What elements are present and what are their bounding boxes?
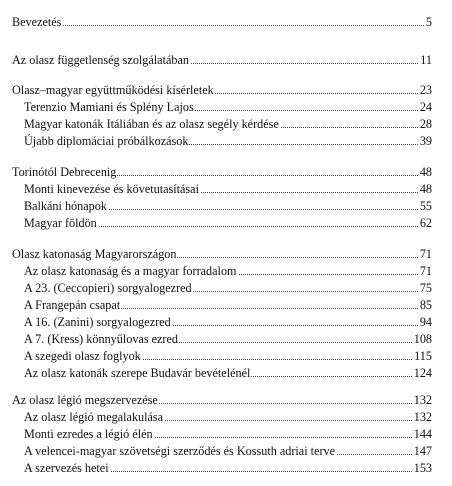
entry-title: A Frangepán csapat bbox=[24, 298, 121, 312]
entry-title: Magyar katonák Itáliában és az olasz segély kérdése bbox=[24, 117, 279, 131]
entry-title: Monti kinevezése és követutasításai bbox=[24, 182, 199, 196]
page-number: 71 bbox=[419, 264, 432, 278]
toc-chapter bbox=[0, 392, 452, 408]
page-number: 11 bbox=[420, 53, 432, 67]
page-number: 115 bbox=[414, 349, 432, 363]
toc-chapter bbox=[0, 14, 452, 30]
entry-title: A szervezés hetei bbox=[24, 461, 109, 475]
entry-title: Az olasz katonák szerepe Budavár bevételénél bbox=[24, 366, 251, 380]
toc-subentry bbox=[0, 460, 452, 476]
entry-title: A 7. (Kress) könnyűlovas ezred bbox=[24, 332, 178, 346]
entry-title: Az olasz légió megalakulása bbox=[24, 410, 164, 424]
page-number: 23 bbox=[419, 83, 432, 97]
page-number: 24 bbox=[419, 100, 432, 114]
toc-subentry bbox=[0, 297, 452, 313]
entry-title: A 16. (Zanini) sorgyalogezred bbox=[24, 315, 171, 329]
toc-subentry bbox=[0, 181, 452, 197]
page-number: 153 bbox=[413, 461, 432, 475]
toc-subentry bbox=[0, 314, 452, 330]
page-number: 132 bbox=[413, 393, 432, 407]
toc-chapter bbox=[0, 246, 452, 262]
entry-title: Az olasz légió megszervezése bbox=[12, 393, 158, 407]
entry-title: Az olasz függetlenség szolgálatában bbox=[12, 53, 189, 67]
page-number: 48 bbox=[419, 182, 432, 196]
toc-subentry bbox=[0, 331, 452, 347]
page-number: 5 bbox=[425, 15, 432, 29]
page-number: 147 bbox=[413, 444, 432, 458]
page-number: 62 bbox=[419, 216, 432, 230]
dot-leader bbox=[12, 14, 428, 30]
entry-title: Torinótól Debrecenig bbox=[12, 165, 117, 179]
page-number: 39 bbox=[419, 134, 432, 148]
entry-title: Balkáni hónapok bbox=[24, 199, 107, 213]
toc-subentry bbox=[0, 263, 452, 279]
toc-subentry bbox=[0, 215, 452, 231]
entry-title: Bevezetés bbox=[12, 15, 62, 29]
toc-chapter bbox=[0, 52, 452, 68]
entry-title: Monti ezredes a légió élén bbox=[24, 427, 153, 441]
toc-subentry bbox=[0, 133, 452, 149]
page-number: 71 bbox=[419, 247, 432, 261]
toc-subentry bbox=[0, 116, 452, 132]
entry-title: A velencei-magyar szövetségi szerződés és Kossuth adriai terve bbox=[24, 444, 336, 458]
toc-subentry bbox=[0, 280, 452, 296]
entry-title: Az olasz katonaság és a magyar forradalom bbox=[24, 264, 237, 278]
entry-title: Terenzio Mamiani és Splény Lajos bbox=[24, 100, 194, 114]
page-number: 75 bbox=[419, 281, 432, 295]
entry-title: Olasz katonaság Magyarországon bbox=[12, 247, 177, 261]
toc-subentry bbox=[0, 99, 452, 115]
page-number: 144 bbox=[413, 427, 432, 441]
toc-subentry bbox=[0, 348, 452, 364]
toc-subentry bbox=[0, 426, 452, 442]
page-number: 28 bbox=[419, 117, 432, 131]
toc-subentry bbox=[0, 365, 452, 381]
page-number: 124 bbox=[413, 366, 432, 380]
toc-subentry bbox=[0, 443, 452, 459]
page-number: 48 bbox=[419, 165, 432, 179]
entry-title: Újabb diplomáciai próbálkozások bbox=[24, 134, 189, 148]
page-number: 108 bbox=[413, 332, 432, 346]
toc-chapter bbox=[0, 164, 452, 180]
entry-title: Olasz–magyar együttműködési kísérletek bbox=[12, 83, 214, 97]
entry-title: A 23. (Ceccopieri) sorgyalogezred bbox=[24, 281, 192, 295]
toc-subentry bbox=[0, 198, 452, 214]
toc-chapter bbox=[0, 82, 452, 98]
page-number: 132 bbox=[413, 410, 432, 424]
page-number: 94 bbox=[419, 315, 432, 329]
toc-subentry bbox=[0, 409, 452, 425]
entry-title: Magyar földön bbox=[24, 216, 97, 230]
page-number: 85 bbox=[419, 298, 432, 312]
page-number: 55 bbox=[419, 199, 432, 213]
entry-title: A szegedi olasz foglyok bbox=[24, 349, 141, 363]
